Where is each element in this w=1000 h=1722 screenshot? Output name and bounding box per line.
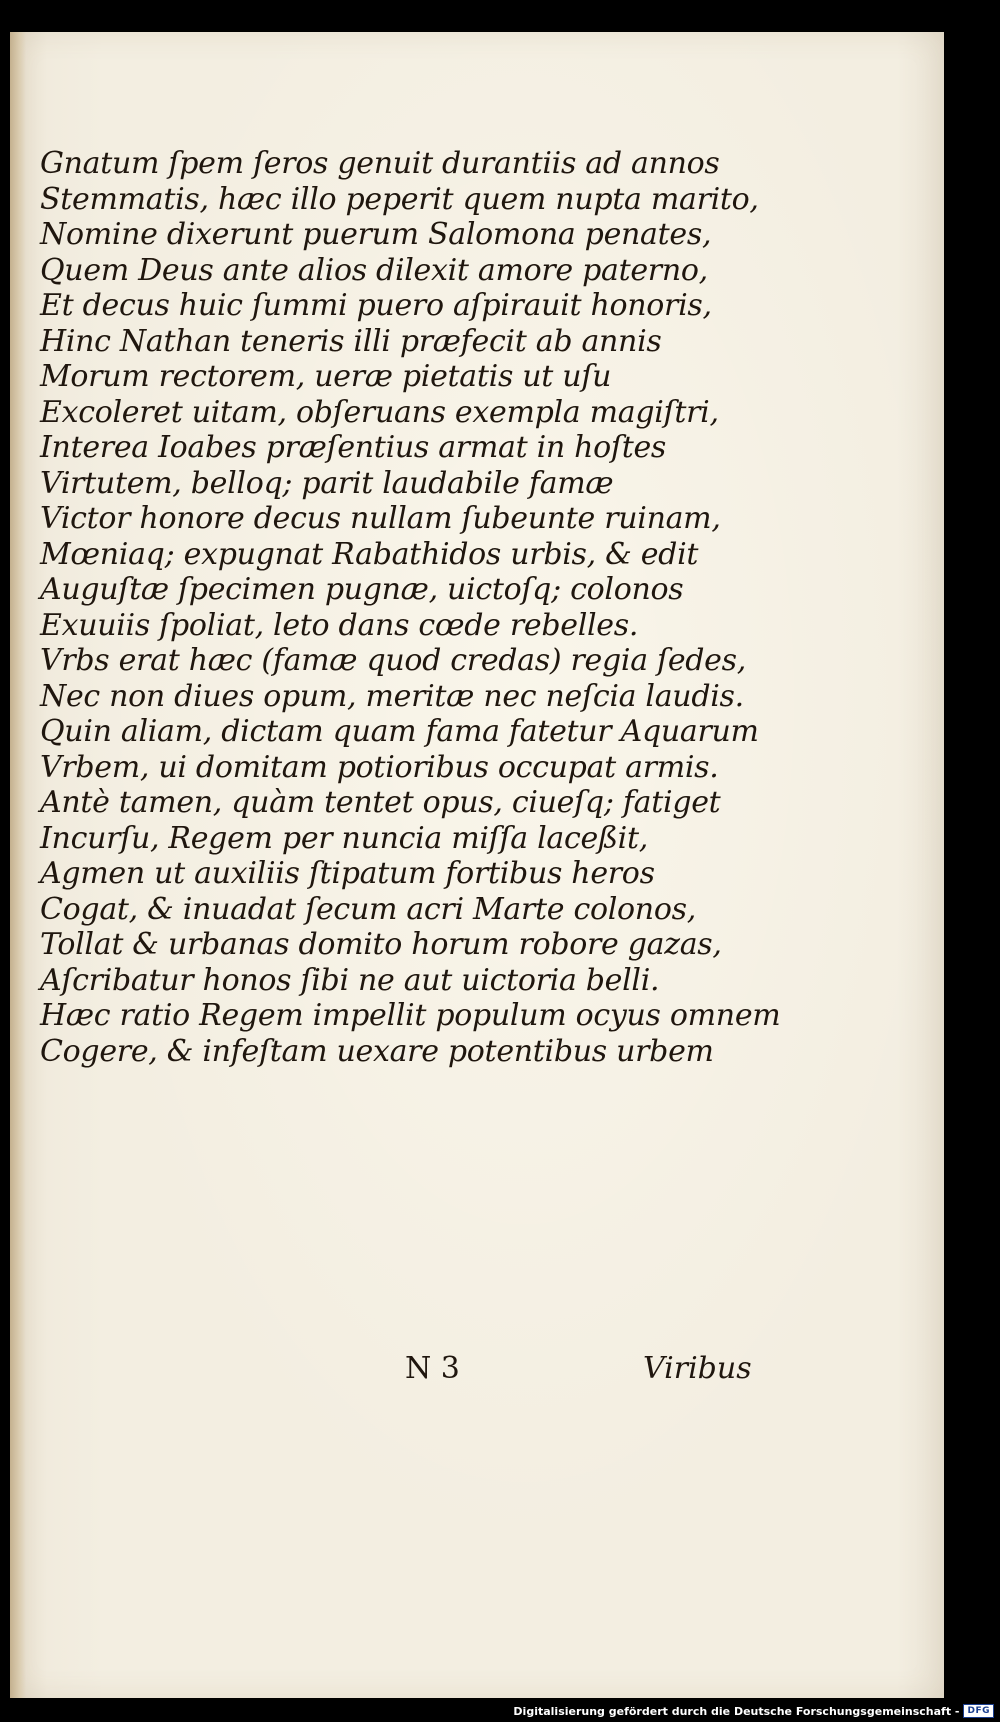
- verse-line: Quem Deus ante alios dilexit amore paterno,: [40, 252, 708, 288]
- verse-line: Nec non diues opum, meritæ nec neſcia laudis.: [40, 678, 744, 714]
- verse-line: Exuuiis ſpoliat, leto dans cœde rebelles.: [40, 607, 639, 643]
- catchword: Viribus: [643, 1351, 752, 1386]
- signature-mark: N 3: [405, 1351, 460, 1386]
- verse-line: Interea Ioabes præſentius armat in hoſtes: [40, 430, 667, 465]
- verse-line: Hinc Nathan teneris illi præfecit ab annis: [40, 323, 662, 359]
- credit-text: Digitalisierung gefördert durch die Deutsche Forschungsgemeinschaft -: [513, 1704, 960, 1718]
- verse-line: Victor honore decus nullam ſubeunte ruinam,: [40, 501, 721, 536]
- verse-line: Gnatum ſpem ſeros genuit durantiis ad annos: [40, 146, 720, 181]
- verse-line: Incurſu, Regem per nuncia miſſa laceßit,: [40, 820, 648, 856]
- page-binding-edge: [10, 32, 26, 1698]
- book-page: [10, 32, 944, 1698]
- verse-line: Hæc ratio Regem impellit populum ocyus omnem: [40, 998, 781, 1033]
- verse-line: Agmen ut auxiliis ſtipatum fortibus heros: [40, 856, 655, 891]
- verse-line: Excoleret uitam, obſeruans exempla magiſtri,: [40, 394, 719, 430]
- verse-line: Nomine dixerunt puerum Salomona penates,: [40, 217, 712, 252]
- verse-line: Quin aliam, dictam quam fama fatetur Aquarum: [40, 714, 759, 749]
- verse-line: Mœniaq; expugnat Rabathidos urbis, & edit: [40, 536, 699, 572]
- verse-line: Tollat & urbanas domito horum robore gazas,: [40, 927, 722, 962]
- verse-line: Virtutem, belloq; parit laudabile famæ: [40, 465, 614, 501]
- verse-line: Cogat, & inuadat ſecum acri Marte colonos,: [40, 891, 696, 927]
- dfg-logo-icon: DFG: [963, 1704, 994, 1718]
- verse-line: Morum rectorem, ueræ pietatis ut uſu: [40, 359, 612, 394]
- verse-line: Et decus huic ſummi puero aſpirauit honoris,: [40, 288, 712, 323]
- verse-line: Vrbs erat hæc (famæ quod credas) regia ſedes,: [40, 643, 746, 678]
- verse-line: Cogere, & infeſtam uexare potentibus urbem: [40, 1033, 714, 1069]
- digitization-credit: [513, 1704, 994, 1718]
- verse-line: Antè tamen, quàm tentet opus, ciueſq; fatiget: [40, 785, 721, 820]
- verse-text-block: [40, 146, 920, 1069]
- verse-line: Stemmatis, hæc illo peperit quem nupta marito,: [40, 181, 759, 217]
- verse-line: Vrbem, ui domitam potioribus occupat armis.: [40, 749, 719, 785]
- verse-line: Auguſtæ ſpecimen pugnæ, uictoſq; colonos: [40, 572, 684, 607]
- verse-line: Aſcribatur honos ſibi ne aut uictoria belli.: [40, 962, 660, 998]
